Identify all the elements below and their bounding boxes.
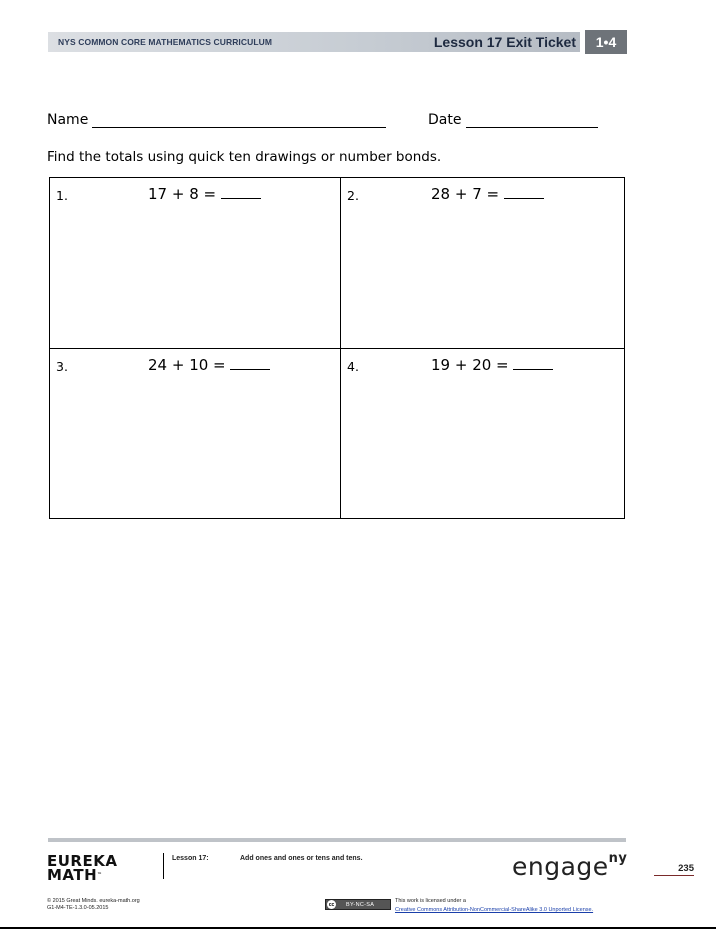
problem-number: 1. [56, 188, 68, 203]
creative-commons-badge[interactable] [325, 899, 391, 910]
name-label: Name [47, 112, 89, 128]
problem-cell-3[interactable] [50, 349, 341, 518]
problem-equation [148, 184, 261, 203]
answer-blank[interactable] [230, 355, 270, 370]
eureka-math-logo [47, 854, 117, 882]
logo-line-2 [47, 868, 117, 882]
footer-rule [48, 838, 626, 842]
problem-cell-2[interactable] [341, 178, 624, 349]
problem-equation [431, 184, 544, 203]
brand-superscript: ny [608, 850, 628, 866]
footer-lesson-label: Lesson 17: [172, 855, 209, 862]
license-line-1: This work is licensed under a [395, 898, 466, 904]
problem-expression: 19 + 20 = [431, 356, 509, 374]
footer-divider [163, 853, 164, 879]
copyright-line-2: G1-M4-TE-1.3.0-05.2015 [47, 905, 109, 911]
problem-expression: 24 + 10 = [148, 356, 226, 374]
logo-line-2-text: MATH [47, 866, 98, 884]
logo-line-1: EUREKA [47, 852, 118, 870]
curriculum-title: NYS COMMON CORE MATHEMATICS CURRICULUM [58, 37, 273, 47]
footer-lesson-description: Add ones and ones or tens and tens. [240, 855, 363, 862]
license-notice [395, 897, 593, 915]
name-field[interactable] [92, 127, 386, 128]
trademark-symbol: ™ [97, 872, 103, 878]
problem-number: 2. [347, 188, 359, 203]
date-label: Date [428, 112, 462, 128]
problem-number: 3. [56, 359, 68, 374]
problem-number: 4. [347, 359, 359, 374]
lesson-title: Lesson 17 Exit Ticket [433, 34, 576, 50]
problem-grid [49, 177, 625, 519]
copyright-line-1: © 2015 Great Minds. eureka-math.org [47, 898, 140, 904]
problem-cell-4[interactable] [341, 349, 624, 518]
brand-text: engage [512, 852, 609, 881]
problem-cell-1[interactable] [50, 178, 341, 349]
page-number: 235 [654, 863, 694, 876]
engageny-logo [512, 852, 627, 881]
module-badge: 1•4 [585, 30, 627, 54]
answer-blank[interactable] [221, 184, 261, 199]
cc-icon: cc [328, 901, 335, 908]
answer-blank[interactable] [513, 355, 553, 370]
problem-expression: 28 + 7 = [431, 185, 500, 203]
copyright [47, 898, 140, 912]
problem-equation [431, 355, 553, 374]
instructions: Find the totals using quick ten drawings or number bonds. [47, 149, 442, 165]
answer-blank[interactable] [504, 184, 544, 199]
license-link[interactable]: Creative Commons Attribution-NonCommercial-ShareAlike 3.0 Unported License. [395, 907, 594, 913]
date-field[interactable] [466, 127, 598, 128]
header-bar [48, 32, 580, 52]
problem-equation [148, 355, 270, 374]
cc-label: BY-NC-SA [346, 901, 375, 908]
problem-expression: 17 + 8 = [148, 185, 217, 203]
